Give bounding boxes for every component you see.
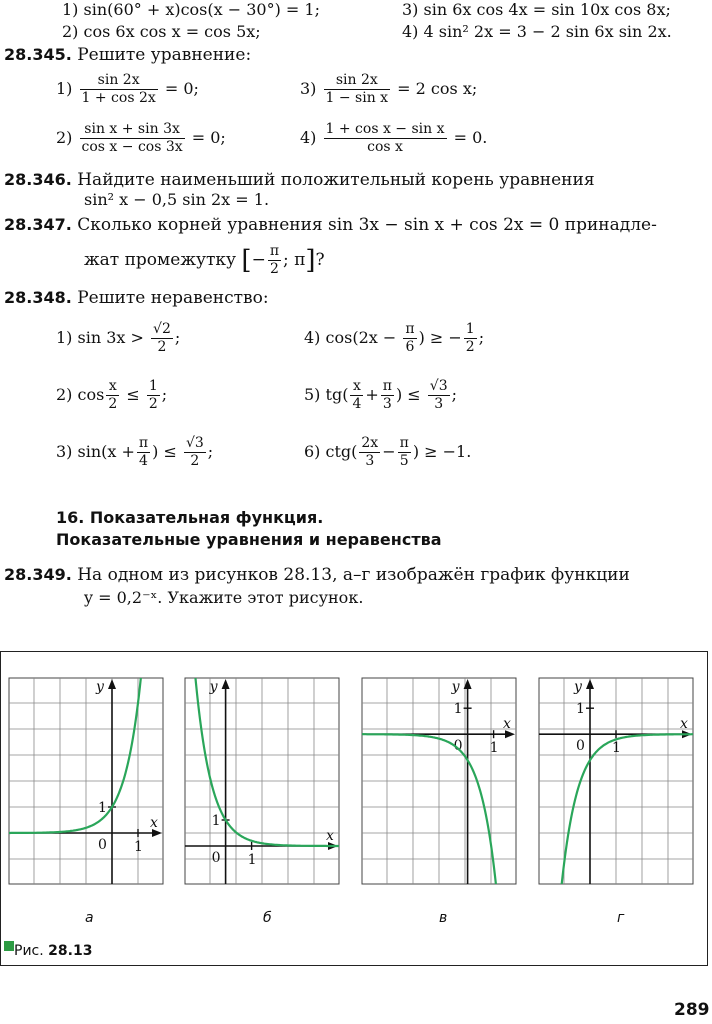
graph-panel-v: [361, 677, 521, 887]
eq-345-2: 2) $\frac{\text{sin x + sin 3x}}{\text{cos x − cos 3x}}$ = 0;: [56, 121, 226, 155]
problem-28-347-line2: жат промежутку [− $\frac{\pi}{2}$ ; π]?: [84, 243, 325, 277]
y-tick-label: 1: [576, 701, 585, 718]
caption-prefix: Рис.: [14, 943, 44, 959]
y-axis-label: y: [96, 679, 104, 695]
eq-345-1: 1) $\frac{\sin 2x}{1 + \cos 2x}$ = 0;: [56, 72, 199, 106]
caption-marker: [4, 941, 14, 951]
ineq-348-3: 3) sin(x + $\frac{\pi}{4}$ ) ≤ $\frac{√3}{2}$ ;: [56, 435, 214, 469]
panel-label-v: в: [439, 910, 448, 926]
origin-label: 0: [576, 738, 585, 755]
x-tick-label: 1: [134, 839, 143, 855]
section-heading-1: 16. Показательная функция.: [56, 508, 324, 527]
ineq-348-2: 2) cos $\frac{x}{2}$ ≤ $\frac{1}{2}$ ;: [56, 378, 168, 412]
eq-345-3: 3) $\frac{\sin 2x}{\text{1 − sin x}}$ = 2 cos x;: [300, 72, 478, 106]
y-axis-arrow: [222, 679, 230, 689]
x-tick-label: 1: [489, 740, 499, 757]
top-eq4: 4) 4 sin² 2x = 3 − 2 sin 6x sin 2x.: [402, 22, 672, 41]
origin-label: 0: [211, 850, 221, 866]
top-eq3: 3) sin 6x cos 4x = sin 10x cos 8x;: [402, 0, 671, 19]
origin-label: 0: [98, 837, 107, 853]
x-tick-label: 1: [612, 740, 621, 757]
figure-caption: [4, 941, 104, 963]
ineq-348-6: 6) ctg( $\frac{2x}{3}$ − $\frac{\pi}{5}$ ) ≥ −1.: [304, 435, 472, 469]
y-axis-arrow: [586, 679, 594, 689]
section-heading-2: Показательные уравнения и неравенства: [56, 530, 442, 549]
y-axis-label: y: [209, 679, 218, 695]
problem-28-349: 28.349. На одном из рисунков 28.13, а–г изображён график функции: [4, 565, 630, 585]
function-curve: [560, 734, 694, 887]
x-tick-label: 1: [247, 852, 257, 868]
panel-label-b: б: [263, 910, 272, 926]
graph-panel-g: [538, 677, 698, 887]
figure-28-13: [0, 651, 708, 966]
x-axis-label: x: [150, 815, 158, 831]
function-curve: [361, 734, 498, 887]
y-tick-label: 1: [98, 800, 107, 816]
top-eq1: 1) sin(60° + x)cos(x − 30°) = 1;: [62, 0, 320, 19]
origin-label: 0: [453, 738, 463, 755]
y-tick-label: 1: [211, 813, 221, 829]
problem-28-348: 28.348. Решите неравенство:: [4, 288, 269, 308]
problem-28-347: 28.347. Сколько корней уравнения sin 3x − sin x + cos 2x = 0 принадле-: [4, 215, 657, 235]
page-number: 289: [674, 1000, 710, 1020]
problem-28-346-eq: sin² x − 0,5 sin 2x = 1.: [84, 190, 270, 209]
y-tick-label: 1: [453, 701, 463, 718]
ineq-348-5: 5) tg( $\frac{x}{4}$ + $\frac{\pi}{3}$ ) ≤ $\frac{√3}{3}$ ;: [304, 378, 458, 412]
y-axis-label: y: [451, 679, 460, 695]
eq-345-4: 4) $\frac{\text{1 + cos x − sin x}}{\text{cos x}}$ = 0.: [300, 121, 488, 155]
graph-panel-a: [8, 677, 168, 887]
x-axis-label: x: [680, 716, 688, 733]
panel-label-g: г: [617, 910, 625, 926]
x-axis-label: x: [326, 828, 334, 844]
problem-28-345: 28.345. Решите уравнение:: [4, 45, 252, 65]
y-axis-arrow: [108, 679, 116, 689]
panel-label-a: а: [85, 910, 94, 926]
top-eq2: 2) cos 6x cos x = cos 5x;: [62, 22, 261, 41]
y-axis-label: y: [574, 679, 582, 695]
caption-number: 28.13: [48, 943, 93, 959]
graph-panel-b: [184, 677, 344, 887]
problem-28-349-line2: y = 0,2⁻ˣ. Укажите этот рисунок.: [84, 588, 364, 607]
ineq-348-4: 4) cos(2x − $\frac{\pi}{6}$ ) ≥ − $\frac{1}{2}$ ;: [304, 321, 485, 355]
x-axis-label: x: [503, 716, 511, 733]
problem-28-346: 28.346. Найдите наименьший положительный корень уравнения: [4, 170, 595, 190]
ineq-348-1: 1) sin 3x > $\frac{√2}{2}$ ;: [56, 321, 181, 355]
